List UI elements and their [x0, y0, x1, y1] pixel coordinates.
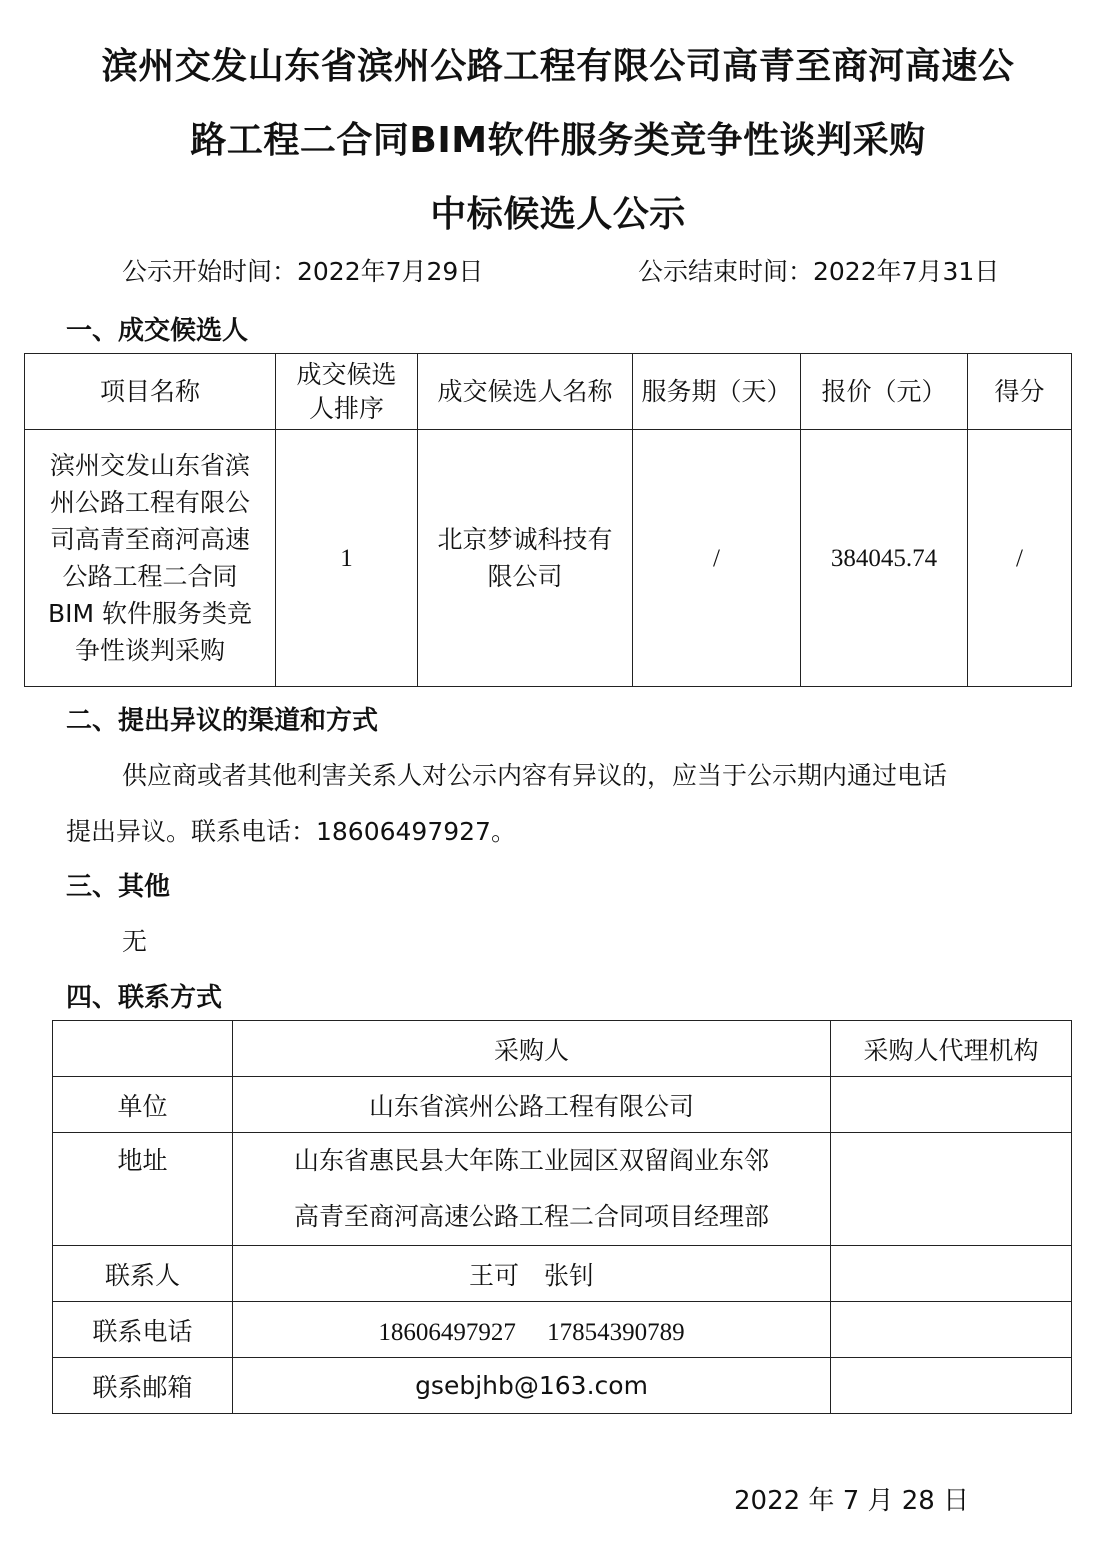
cell-rank: 1 — [276, 430, 418, 687]
section-3-heading: 三、其他 — [66, 872, 171, 902]
section-4-heading: 四、联系方式 — [66, 983, 223, 1013]
section-2-heading: 二、提出异议的渠道和方式 — [66, 706, 379, 736]
buyer-contact: 王可 张钊 — [233, 1246, 831, 1302]
row-label-address: 地址 — [53, 1133, 233, 1246]
agency-contact — [831, 1246, 1072, 1302]
sign-date: 2022 年 7 月 28 日 — [734, 1486, 970, 1516]
objection-text-line-1: 供应商或者其他利害关系人对公示内容有异议的，应当于公示期内通过电话 — [122, 761, 948, 790]
cell-project-name: 滨州交发山东省滨州公路工程有限公司高青至商河高速公路工程二合同 BIM 软件服务类竞争性谈判采购 — [25, 430, 276, 687]
buyer-address — [233, 1133, 831, 1246]
table-row — [25, 430, 1072, 687]
start-date: 公示开始时间：2022年7月29日 — [122, 257, 484, 286]
row-label-contact: 联系人 — [53, 1246, 233, 1302]
col-rank: 成交候选人排序 — [276, 354, 418, 430]
candidate-table-header — [25, 354, 1072, 430]
col-candidate-name: 成交候选人名称 — [418, 354, 633, 430]
contact-table — [52, 1020, 1072, 1414]
table-row — [53, 1358, 1072, 1414]
cell-candidate-name: 北京梦诚科技有限公司 — [418, 430, 633, 687]
section-1-heading: 一、成交候选人 — [66, 316, 249, 346]
col-project-name: 项目名称 — [25, 354, 276, 430]
buyer-address-line-2: 高青至商河高速公路工程二合同项目经理部 — [293, 1202, 769, 1231]
buyer-unit: 山东省滨州公路工程有限公司 — [233, 1077, 831, 1133]
row-label-email: 联系邮箱 — [53, 1358, 233, 1414]
other-content: 无 — [122, 927, 148, 956]
table-row — [53, 1077, 1072, 1133]
table-row — [53, 1302, 1072, 1358]
buyer-email: gsebjhb@163.com — [233, 1358, 831, 1414]
title-line-3: 中标候选人公示 — [430, 194, 686, 235]
row-label-phone: 联系电话 — [53, 1302, 233, 1358]
agency-unit — [831, 1077, 1072, 1133]
cell-score: / — [968, 430, 1072, 687]
row-label-unit: 单位 — [53, 1077, 233, 1133]
title-line-2: 路工程二合同BIM软件服务类竞争性谈判采购 — [190, 120, 926, 161]
col-agency: 采购人代理机构 — [831, 1021, 1072, 1077]
buyer-address-line-1: 山东省惠民县大年陈工业园区双留阎业东邻 — [293, 1146, 769, 1175]
table-row — [53, 1246, 1072, 1302]
table-row — [53, 1133, 1072, 1246]
end-date: 公示结束时间：2022年7月31日 — [638, 257, 1000, 286]
candidate-table — [24, 353, 1072, 687]
agency-phone — [831, 1302, 1072, 1358]
agency-email — [831, 1358, 1072, 1414]
contact-table-header — [53, 1021, 1072, 1077]
cell-service-period: / — [633, 430, 801, 687]
title-line-1: 滨州交发山东省滨州公路工程有限公司高青至商河高速公 — [101, 46, 1015, 87]
col-buyer: 采购人 — [233, 1021, 831, 1077]
cell-price: 384045.74 — [801, 430, 968, 687]
buyer-phone: 18606497927 17854390789 — [233, 1302, 831, 1358]
col-score: 得分 — [968, 354, 1072, 430]
col-price: 报价（元） — [801, 354, 968, 430]
col-service-period: 服务期（天） — [633, 354, 801, 430]
objection-text-line-2: 提出异议。联系电话：18606497927。 — [66, 817, 516, 846]
agency-address — [831, 1133, 1072, 1246]
header-empty-cell — [53, 1021, 233, 1077]
